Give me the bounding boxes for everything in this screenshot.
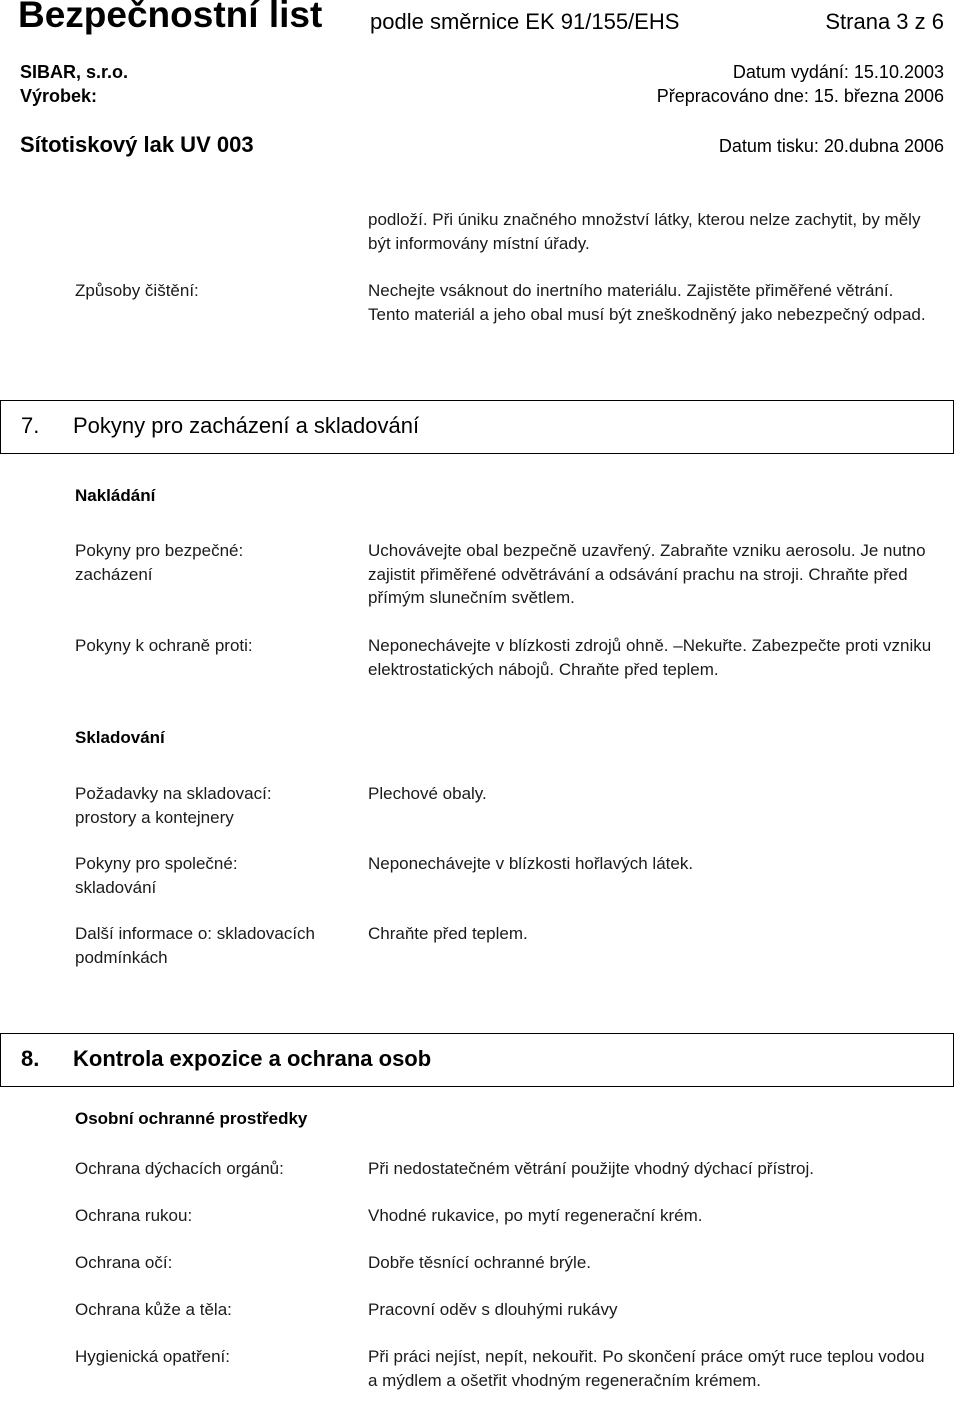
storage-info-value: Chraňte před teplem. (368, 924, 528, 943)
document-title: Bezpečnostní list (18, 0, 323, 35)
product-name: Sítotiskový lak UV 003 (20, 132, 254, 157)
ppe-heading: Osobní ochranné prostředky (75, 1109, 308, 1128)
section-7-title: Pokyny pro zacházení a skladování (73, 413, 420, 438)
section-8-header (0, 1033, 954, 1087)
product-label: Výrobek: (20, 86, 98, 106)
respiratory-protection-label: Ochrana dýchacích orgánů: (75, 1159, 284, 1178)
joint-storage-value: Neponechávejte v blízkosti hořlavých látek. (368, 854, 694, 873)
eye-protection-value: Dobře těsnící ochranné brýle. (368, 1253, 592, 1272)
directive-subtitle: podle směrnice EK 91/155/EHS (370, 9, 680, 34)
skin-protection-label: Ochrana kůže a těla: (75, 1300, 232, 1319)
storage-requirements-value: Plechové obaly. (368, 784, 487, 803)
protection-label: Pokyny k ochraně proti: (75, 636, 253, 655)
cleaning-methods-label: Způsoby čištění: (75, 281, 199, 300)
page-number: Strana 3 z 6 (825, 9, 944, 34)
hand-protection-value: Vhodné rukavice, po mytí regenerační krém. (368, 1206, 703, 1225)
issue-date: Datum vydání: 15.10.2003 (732, 62, 944, 82)
eye-protection-label: Ochrana očí: (75, 1253, 173, 1272)
print-date: Datum tisku: 20.dubna 2006 (718, 136, 944, 156)
hygiene-value: Při práci nejíst, nepít, nekouřit. Po skončení práce omýt ruce teplou vodou a mýdlem a ošetřit vhodným regeneračním krémem. (368, 1347, 925, 1390)
revision-date: Přepracováno dne: 15. března 2006 (656, 86, 944, 106)
company-name: SIBAR, s.r.o. (20, 62, 129, 82)
storage-requirements-label: Požadavky na skladovací: prostory a kontejnery (75, 784, 272, 827)
cleaning-methods-value: Nechejte vsáknout do inertního materiálu. Zajistěte přiměřené větrání. Tento materiál a jeho obal musí být zneškodněný jako nebezpečný odpad. (368, 281, 926, 324)
skin-protection-value: Pracovní oděv s dlouhými rukávy (368, 1300, 618, 1319)
storage-heading: Skladování (75, 728, 165, 747)
joint-storage-label: Pokyny pro společné: skladování (75, 854, 238, 897)
section-7-header (0, 400, 954, 454)
section-8-title: Kontrola expozice a ochrana osob (73, 1046, 432, 1071)
safe-handling-label: Pokyny pro bezpečné: zacházení (75, 541, 244, 584)
safe-handling-value: Uchovávejte obal bezpečně uzavřený. Zabraňte vzniku aerosolu. Je nutno zajistit přiměřené odvětrávání a odsávání prachu na stroji. Chraňte před přímým slunečním světlem. (368, 541, 926, 607)
hygiene-label: Hygienická opatření: (75, 1347, 230, 1366)
section-8-number: 8. (21, 1046, 40, 1071)
section-7-number: 7. (21, 413, 40, 438)
protection-value: Neponechávejte v blízkosti zdrojů ohně. –Nekuřte. Zabezpečte proti vzniku elektrostatických nábojů. Chraňte před teplem. (368, 636, 932, 679)
spill-continuation-text: podloží. Při úniku značného množství látky, kterou nelze zachytit, by měly být informovány místní úřady. (368, 210, 921, 253)
hand-protection-label: Ochrana rukou: (75, 1206, 193, 1225)
handling-heading: Nakládání (75, 486, 156, 505)
storage-info-label: Další informace o: skladovacích podmínkách (75, 924, 315, 967)
respiratory-protection-value: Při nedostatečném větrání použijte vhodný dýchací přístroj. (368, 1159, 815, 1178)
